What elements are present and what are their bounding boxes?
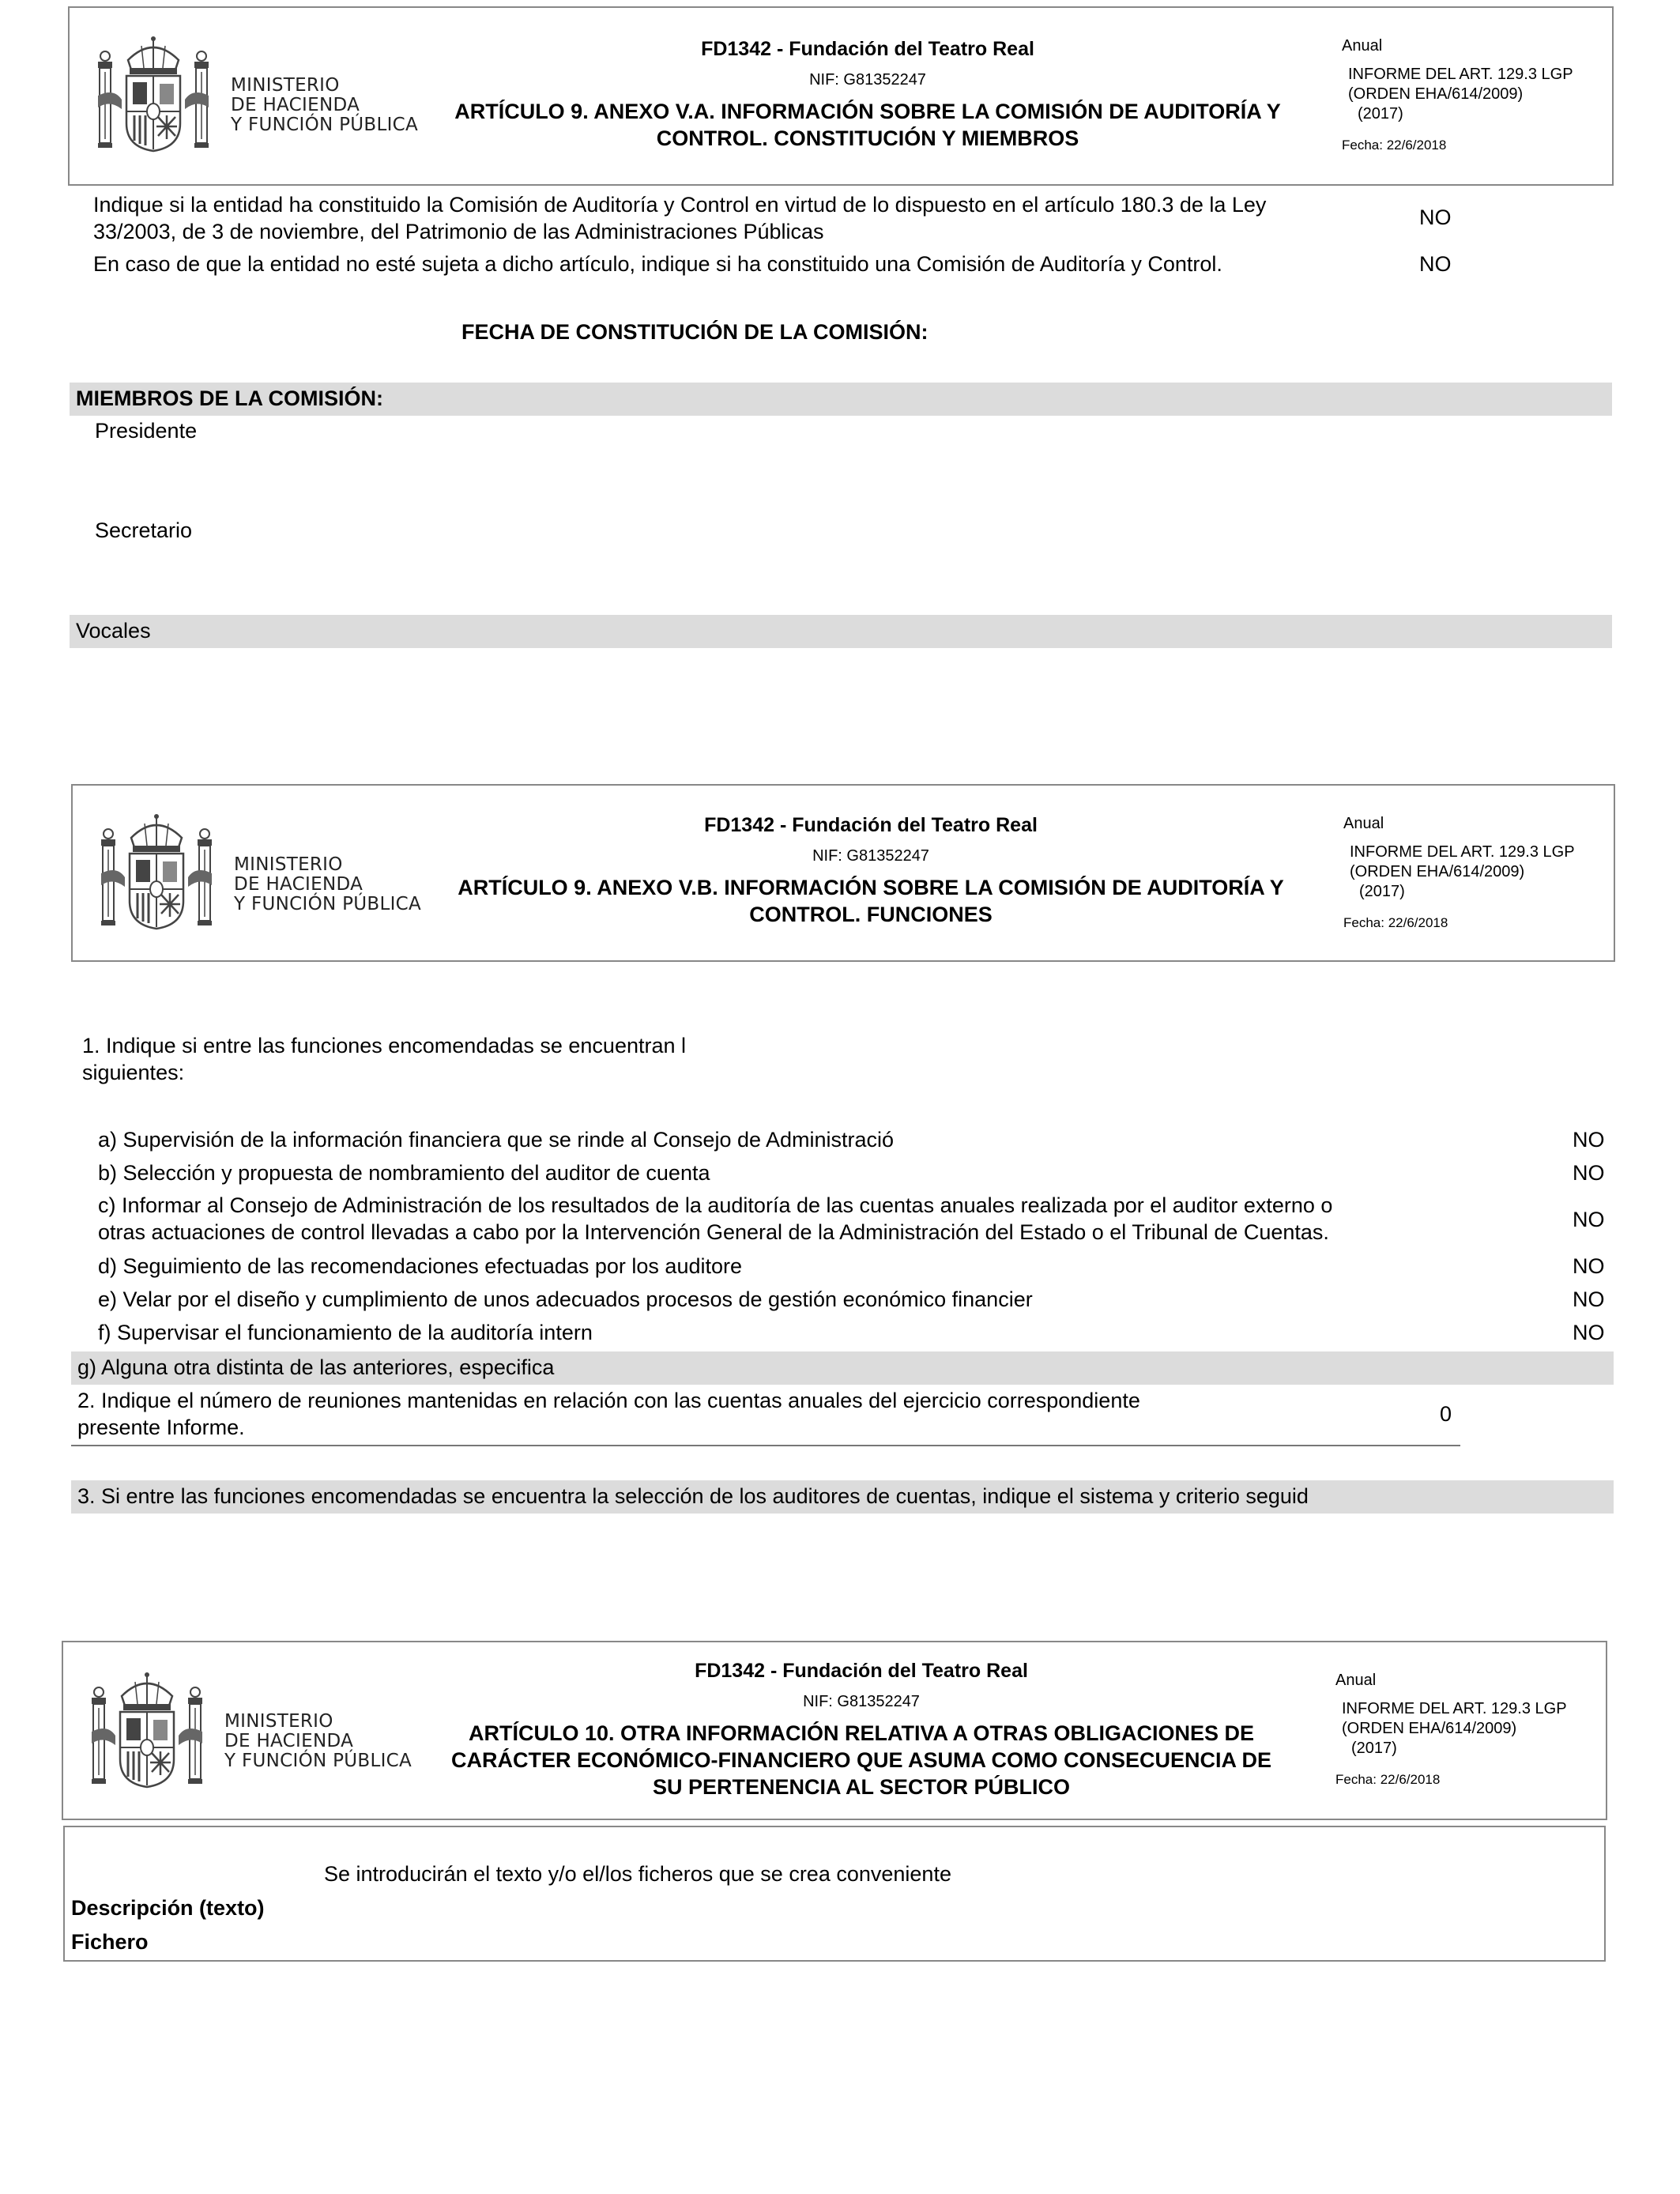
report-reference: INFORME DEL ART. 129.3 LGP (ORDEN EHA/614/2009) (2017) [1350, 843, 1575, 900]
function-answer-d: NO [1573, 1254, 1605, 1278]
constitution-date-label: FECHA DE CONSTITUCIÓN DE LA COMISIÓN: [461, 320, 929, 344]
function-item-d: d) Seguimiento de las recomendaciones efectuadas por los auditore [98, 1254, 742, 1278]
entity-nif: NIF: G81352247 [812, 847, 929, 865]
description-hint: Se introducirán el texto y/o el/los ficheros que se crea conveniente [324, 1862, 951, 1886]
ministry-logo-text: MINISTERIO DE HACIENDA Y FUNCIÓN PÚBLICA [234, 854, 422, 914]
question-auditor-selection: 3. Si entre las funciones encomendadas se encuentra la selección de los auditores de cuentas, indique el sistema y criterio seguid [77, 1484, 1309, 1508]
answer-voluntary: NO [1419, 252, 1452, 276]
member-vocales: Vocales [76, 619, 151, 643]
report-header-1 [68, 6, 1614, 186]
function-item-g: g) Alguna otra distinta de las anteriores, especifica [77, 1355, 555, 1379]
answer-meetings: 0 [1440, 1402, 1452, 1426]
divider [71, 1445, 1460, 1446]
ministry-logo-text: MINISTERIO DE HACIENDA Y FUNCIÓN PÚBLICA [231, 75, 419, 135]
article-title: ARTÍCULO 9. ANEXO V.B. INFORMACIÓN SOBRE LA COMISIÓN DE AUDITORÍA Y CONTROL. FUNCIONES [458, 876, 1284, 926]
spanish-coat-of-arms-icon [92, 1672, 202, 1791]
vocales-bar [70, 615, 1612, 648]
question-functions: 1. Indique si entre las funciones encomendadas se encuentran l siguientes: [82, 1034, 687, 1084]
members-label: MIEMBROS DE LA COMISIÓN: [76, 386, 383, 410]
periodicity: Anual [1343, 815, 1384, 832]
ministry-logo-text: MINISTERIO DE HACIENDA Y FUNCIÓN PÚBLICA [224, 1711, 412, 1771]
question-voluntary: En caso de que la entidad no esté sujeta a dicho artículo, indique si ha constituido una Comisión de Auditoría y Control. [93, 252, 1222, 276]
answer-constituted: NO [1419, 205, 1452, 229]
entity-name: FD1342 - Fundación del Teatro Real [704, 814, 1038, 836]
function-item-b: b) Selección y propuesta de nombramiento del auditor de cuenta [98, 1161, 710, 1185]
entity-nif: NIF: G81352247 [803, 1693, 920, 1710]
member-presidente: Presidente [95, 419, 198, 443]
function-answer-c: NO [1573, 1208, 1605, 1231]
entity-name: FD1342 - Fundación del Teatro Real [695, 1660, 1028, 1682]
file-label: Fichero [71, 1930, 149, 1954]
description-box [63, 1826, 1606, 1962]
function-item-a: a) Supervisión de la información financiera que se rinde al Consejo de Administració [98, 1128, 895, 1152]
spanish-coat-of-arms-icon [98, 36, 209, 155]
report-date: Fecha: 22/6/2018 [1342, 138, 1447, 153]
function-item-f: f) Supervisar el funcionamiento de la auditoría intern [98, 1321, 593, 1344]
function-answer-e: NO [1573, 1287, 1605, 1311]
member-secretario: Secretario [95, 518, 193, 542]
report-header-2 [71, 784, 1615, 962]
function-answer-a: NO [1573, 1128, 1605, 1152]
function-item-e: e) Velar por el diseño y cumplimiento de unos adecuados procesos de gestión económico financier [98, 1287, 1033, 1311]
report-header-3 [62, 1641, 1607, 1820]
entity-name: FD1342 - Fundación del Teatro Real [701, 38, 1034, 60]
question-meetings: 2. Indique el número de reuniones mantenidas en relación con las cuentas anuales del ejercicio correspondiente presente Informe. [77, 1389, 1140, 1439]
periodicity: Anual [1342, 37, 1383, 55]
entity-nif: NIF: G81352247 [809, 71, 926, 89]
report-date: Fecha: 22/6/2018 [1335, 1772, 1441, 1787]
report-reference: INFORME DEL ART. 129.3 LGP (ORDEN EHA/614/2009) (2017) [1342, 1700, 1567, 1757]
spanish-coat-of-arms-icon [101, 814, 212, 933]
function-item-c: c) Informar al Consejo de Administración de los resultados de la auditoría de las cuentas anuales realizada por el auditor externo o otras actuaciones de control llevadas a cabo por la Intervención General de la Administración del Estado o el Tribunal de Cuentas. [98, 1193, 1333, 1244]
article-title: ARTÍCULO 9. ANEXO V.A. INFORMACIÓN SOBRE LA COMISIÓN DE AUDITORÍA Y CONTROL. CONSTITUCIÓN Y MIEMBROS [454, 100, 1281, 150]
report-reference: INFORME DEL ART. 129.3 LGP (ORDEN EHA/614/2009) (2017) [1348, 66, 1573, 123]
question-constituted: Indique si la entidad ha constituido la Comisión de Auditoría y Control en virtud de lo dispuesto en el artículo 180.3 de la Ley 33/2003, de 3 de noviembre, del Patrimonio de las Administraciones Públicas [93, 193, 1267, 243]
function-answer-f: NO [1573, 1321, 1605, 1344]
function-answer-b: NO [1573, 1161, 1605, 1185]
description-label: Descripción (texto) [71, 1896, 265, 1920]
report-date: Fecha: 22/6/2018 [1343, 915, 1448, 930]
periodicity: Anual [1335, 1672, 1377, 1689]
article-title: ARTÍCULO 10. OTRA INFORMACIÓN RELATIVA A OTRAS OBLIGACIONES DE CARÁCTER ECONÓMICO-FINANCIERO QUE ASUMA COMO CONSECUENCIA DE SU PERTENENCIA AL SECTOR PÚBLICO [450, 1721, 1271, 1799]
